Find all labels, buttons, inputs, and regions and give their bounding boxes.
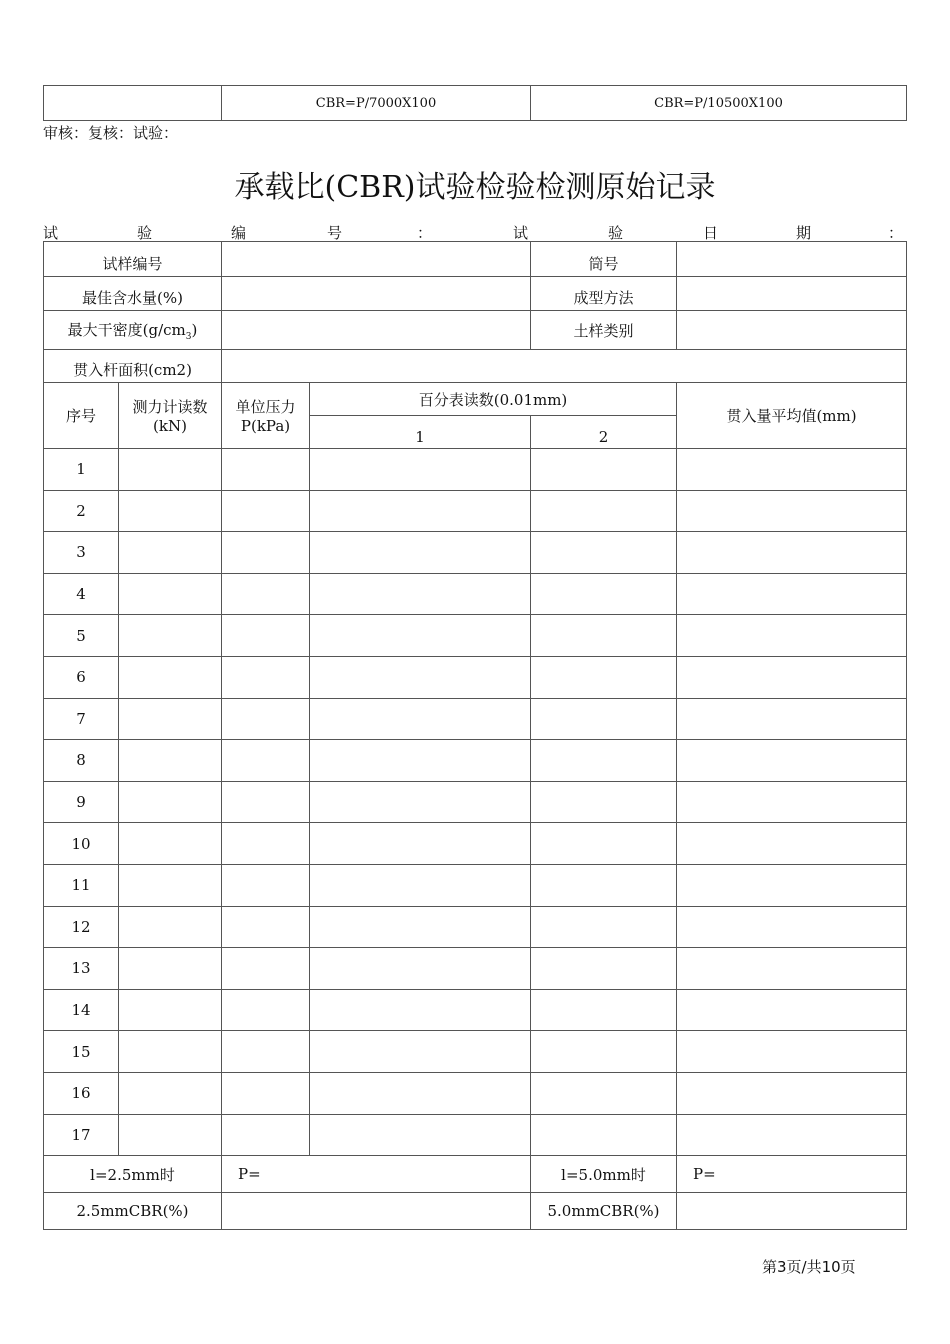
unit-pressure-cell[interactable] <box>222 656 310 698</box>
dial-1-cell[interactable] <box>310 781 531 823</box>
avg-penetration-cell[interactable] <box>677 532 907 574</box>
row-number: 2 <box>44 490 119 532</box>
unit-pressure-cell[interactable] <box>222 532 310 574</box>
dial-2-cell[interactable] <box>531 449 677 491</box>
meta-char: 期 <box>796 224 812 242</box>
dial-2-cell[interactable] <box>531 615 677 657</box>
avg-penetration-cell[interactable] <box>677 698 907 740</box>
table-row <box>44 1072 907 1114</box>
table-row <box>44 906 907 948</box>
dial-2-cell[interactable] <box>531 864 677 906</box>
meta-char: 试 <box>513 224 529 242</box>
dial-2-cell[interactable] <box>531 740 677 782</box>
avg-penetration-cell[interactable] <box>677 1072 907 1114</box>
table-row <box>44 615 907 657</box>
dyn-reading-cell[interactable] <box>119 615 222 657</box>
meta-char: 验 <box>608 224 624 242</box>
dial-2-cell[interactable] <box>531 532 677 574</box>
row-number: 7 <box>44 698 119 740</box>
avg-penetration-cell[interactable] <box>677 573 907 615</box>
row-number: 15 <box>44 1031 119 1073</box>
dyn-reading-cell[interactable] <box>119 864 222 906</box>
soil-type-label: 土样类别 <box>531 311 677 350</box>
avg-penetration-cell[interactable] <box>677 490 907 532</box>
forming-method-label: 成型方法 <box>531 277 677 311</box>
max-density-end: ) <box>191 320 198 339</box>
dial-2-cell[interactable] <box>531 906 677 948</box>
dial-2-cell[interactable] <box>531 490 677 532</box>
avg-penetration-cell[interactable] <box>677 449 907 491</box>
avg-penetration-cell[interactable] <box>677 1031 907 1073</box>
dial-1-cell[interactable] <box>310 1114 531 1156</box>
table-row <box>44 656 907 698</box>
dyn-reading-cell[interactable] <box>119 989 222 1031</box>
unit-pressure-cell[interactable] <box>222 449 310 491</box>
table-row <box>44 823 907 865</box>
dial-1-cell[interactable] <box>310 490 531 532</box>
dial-1-header: 1 <box>310 416 531 449</box>
table-row <box>44 740 907 782</box>
cylinder-no-label: 筒号 <box>531 242 677 277</box>
dyn-reading-cell[interactable] <box>119 532 222 574</box>
table-row <box>44 490 907 532</box>
dial-2-cell[interactable] <box>531 1072 677 1114</box>
unit-pressure-cell[interactable] <box>222 490 310 532</box>
dial-1-cell[interactable] <box>310 948 531 990</box>
dyn-reading-cell[interactable] <box>119 1072 222 1114</box>
dial-1-cell[interactable] <box>310 740 531 782</box>
unit-pressure-cell[interactable] <box>222 740 310 782</box>
dial-1-cell[interactable] <box>310 532 531 574</box>
row-number: 16 <box>44 1072 119 1114</box>
dial-1-cell[interactable] <box>310 906 531 948</box>
table-row <box>44 989 907 1031</box>
table-row <box>44 1114 907 1156</box>
unit-pressure-cell[interactable] <box>222 1114 310 1156</box>
l25-label: l=2.5mm时 <box>44 1156 222 1193</box>
document-title: 承载比(CBR)试验检验检测原始记录 <box>234 170 716 205</box>
top-formula-table <box>43 85 907 121</box>
dial-2-cell[interactable] <box>531 823 677 865</box>
row-number: 4 <box>44 573 119 615</box>
row-number: 10 <box>44 823 119 865</box>
dyn-reading-cell[interactable] <box>119 1114 222 1156</box>
seq-header: 序号 <box>44 383 119 449</box>
dyn-reading-cell[interactable] <box>119 656 222 698</box>
unit-pressure-cell[interactable] <box>222 948 310 990</box>
unit-pressure-unit: P(kPa) <box>240 417 291 435</box>
signoff-line: 审核：复核：试验： <box>43 124 179 142</box>
dyn-reading-cell[interactable] <box>119 906 222 948</box>
unit-pressure-cell[interactable] <box>222 1031 310 1073</box>
meta-char: 编 <box>231 224 247 242</box>
row-number: 11 <box>44 864 119 906</box>
dyn-reading-cell[interactable] <box>119 490 222 532</box>
page-number: 第3页/共10页 <box>762 1258 856 1276</box>
dyn-reading-cell[interactable] <box>119 449 222 491</box>
cbr50-value[interactable] <box>677 1193 907 1230</box>
max-density-label <box>44 311 222 350</box>
dyn-reading-cell[interactable] <box>119 823 222 865</box>
unit-pressure-header <box>222 383 310 449</box>
row-number: 1 <box>44 449 119 491</box>
dial-1-cell[interactable] <box>310 573 531 615</box>
sample-no-value[interactable] <box>222 242 531 277</box>
forming-method-value[interactable] <box>677 277 907 311</box>
dial-1-cell[interactable] <box>310 1031 531 1073</box>
avg-penetration-cell[interactable] <box>677 989 907 1031</box>
dial-2-cell[interactable] <box>531 573 677 615</box>
unit-pressure-cell[interactable] <box>222 1072 310 1114</box>
meta-char: ： <box>417 224 433 242</box>
sample-no-label: 试样编号 <box>44 242 222 277</box>
p50-value[interactable]: P= <box>677 1156 907 1193</box>
opt-water-label: 最佳含水量(%) <box>44 277 222 311</box>
p25-value[interactable]: P= <box>222 1156 531 1193</box>
meta-char: ： <box>888 224 904 242</box>
soil-type-value[interactable] <box>677 311 907 350</box>
avg-penetration-cell[interactable] <box>677 1114 907 1156</box>
dial-2-header: 2 <box>531 416 677 449</box>
unit-pressure-cell[interactable] <box>222 781 310 823</box>
data-rows <box>44 449 907 1156</box>
meta-char: 号 <box>327 224 343 242</box>
avg-penetration-cell[interactable] <box>677 823 907 865</box>
dial-reading-header: 百分表读数(0.01mm) <box>310 383 677 416</box>
table-row <box>44 1031 907 1073</box>
avg-penetration-cell[interactable] <box>677 615 907 657</box>
avg-penetration-cell[interactable] <box>677 906 907 948</box>
row-number: 17 <box>44 1114 119 1156</box>
dial-1-cell[interactable] <box>310 615 531 657</box>
avg-penetration-header: 贯入量平均值(mm) <box>677 383 907 449</box>
penetration-area-value[interactable] <box>222 350 907 383</box>
cbr-record-table <box>43 241 907 1230</box>
row-number: 8 <box>44 740 119 782</box>
dial-1-cell[interactable] <box>310 823 531 865</box>
dyn-reading-header <box>119 383 222 449</box>
dial-2-cell[interactable] <box>531 1031 677 1073</box>
cbr-formula-50: CBR=P/10500X100 <box>531 86 907 121</box>
avg-penetration-cell[interactable] <box>677 864 907 906</box>
dyn-reading-cell[interactable] <box>119 781 222 823</box>
max-density-sup: 3 <box>185 331 192 342</box>
dial-1-cell[interactable] <box>310 449 531 491</box>
unit-pressure-cell[interactable] <box>222 698 310 740</box>
unit-pressure-cell[interactable] <box>222 615 310 657</box>
table-row <box>44 573 907 615</box>
dial-1-cell[interactable] <box>310 698 531 740</box>
dial-1-cell[interactable] <box>310 989 531 1031</box>
dyn-reading-cell[interactable] <box>119 740 222 782</box>
row-number: 6 <box>44 656 119 698</box>
dial-2-cell[interactable] <box>531 989 677 1031</box>
cylinder-no-value[interactable] <box>677 242 907 277</box>
cbr25-label: 2.5mmCBR(%) <box>44 1193 222 1230</box>
row-number: 5 <box>44 615 119 657</box>
dial-2-cell[interactable] <box>531 698 677 740</box>
meta-char: 试 <box>43 224 59 242</box>
dyn-reading-cell[interactable] <box>119 573 222 615</box>
dial-2-cell[interactable] <box>531 781 677 823</box>
cbr50-label: 5.0mmCBR(%) <box>531 1193 677 1230</box>
max-density-value[interactable] <box>222 311 531 350</box>
avg-penetration-cell[interactable] <box>677 948 907 990</box>
table-row <box>44 532 907 574</box>
unit-pressure-title: 单位压力 <box>235 398 296 416</box>
top-empty-cell <box>44 86 222 121</box>
avg-penetration-cell[interactable] <box>677 781 907 823</box>
table-row <box>44 698 907 740</box>
test-meta-line <box>43 222 906 242</box>
row-number: 12 <box>44 906 119 948</box>
dial-1-cell[interactable] <box>310 656 531 698</box>
cbr25-value[interactable] <box>222 1193 531 1230</box>
dial-1-cell[interactable] <box>310 864 531 906</box>
dyn-reading-title: 测力计读数 <box>132 398 208 416</box>
row-number: 13 <box>44 948 119 990</box>
avg-penetration-cell[interactable] <box>677 740 907 782</box>
unit-pressure-cell[interactable] <box>222 906 310 948</box>
table-row <box>44 864 907 906</box>
table-row <box>44 948 907 990</box>
table-row <box>44 449 907 491</box>
dial-2-cell[interactable] <box>531 1114 677 1156</box>
unit-pressure-cell[interactable] <box>222 573 310 615</box>
table-row <box>44 781 907 823</box>
meta-char: 验 <box>137 224 153 242</box>
penetration-area-label: 贯入杆面积(cm2) <box>44 350 222 383</box>
row-number: 9 <box>44 781 119 823</box>
dyn-reading-cell[interactable] <box>119 1031 222 1073</box>
unit-pressure-cell[interactable] <box>222 864 310 906</box>
avg-penetration-cell[interactable] <box>677 656 907 698</box>
unit-pressure-cell[interactable] <box>222 989 310 1031</box>
meta-char: 日 <box>703 224 719 242</box>
l50-label: l=5.0mm时 <box>531 1156 677 1193</box>
cbr-formula-25: CBR=P/7000X100 <box>222 86 531 121</box>
unit-pressure-cell[interactable] <box>222 823 310 865</box>
dial-1-cell[interactable] <box>310 1072 531 1114</box>
row-number: 14 <box>44 989 119 1031</box>
dial-2-cell[interactable] <box>531 656 677 698</box>
max-density-text: 最大干密度(g/cm <box>67 320 186 339</box>
row-number: 3 <box>44 532 119 574</box>
opt-water-value[interactable] <box>222 277 531 311</box>
dial-2-cell[interactable] <box>531 948 677 990</box>
dyn-reading-cell[interactable] <box>119 948 222 990</box>
dyn-reading-cell[interactable] <box>119 698 222 740</box>
dyn-reading-unit: (kN) <box>153 417 187 435</box>
